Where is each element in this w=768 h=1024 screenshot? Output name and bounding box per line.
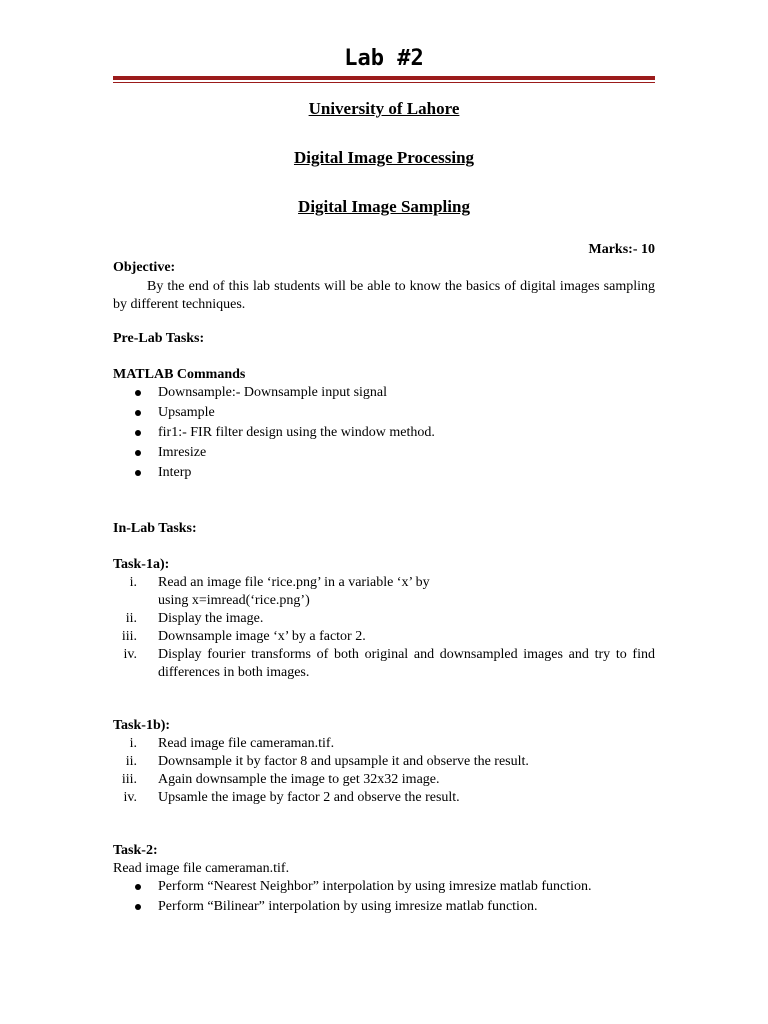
bullet-icon: [135, 410, 141, 416]
bullet-icon: [135, 450, 141, 456]
list-item: [113, 628, 655, 646]
list-item: [113, 771, 655, 789]
command-text: fir1:- FIR filter design using the window method.: [158, 425, 435, 440]
topic-heading: Digital Image Sampling: [298, 197, 470, 216]
title-rule-thin: [113, 82, 655, 83]
item-text: Again downsample the image to get 32x32 image.: [158, 772, 440, 787]
list-item: [113, 610, 655, 628]
item-text: Read an image file ‘rice.png’ in a variable ‘x’ by using x=imread(‘rice.png’): [158, 575, 430, 608]
bullet-icon: [135, 884, 141, 890]
item-number: ii.: [125, 754, 137, 769]
task-2-label: Task-2:: [113, 843, 158, 858]
list-item: [113, 646, 655, 682]
item-number: i.: [129, 736, 137, 751]
item-number: iii.: [121, 772, 137, 787]
task-1a-list: [113, 574, 655, 682]
task-1a-label: Task-1a):: [113, 557, 170, 572]
list-item: [113, 463, 655, 483]
list-item: [113, 403, 655, 423]
item-text: Read image file cameraman.tif.: [158, 736, 335, 751]
item-number: iii.: [121, 629, 137, 644]
list-item: [113, 789, 655, 807]
bullet-icon: [135, 430, 141, 436]
matlab-commands-label: MATLAB Commands: [113, 367, 246, 382]
list-item: [113, 383, 655, 403]
item-number: iv.: [123, 647, 137, 662]
command-text: Downsample:- Downsample input signal: [158, 385, 388, 400]
title-rule-thick: [113, 76, 655, 80]
prelab-label: Pre-Lab Tasks:: [113, 331, 205, 346]
command-text: Interp: [158, 465, 192, 480]
item-text: Display fourier transforms of both original and downsampled images and try to find differences in both images.: [158, 647, 655, 680]
inlab-label: In-Lab Tasks:: [113, 521, 197, 536]
bullet-icon: [135, 904, 141, 910]
item-text: Downsample image ‘x’ by a factor 2.: [158, 629, 366, 644]
command-text: Upsample: [158, 405, 215, 420]
task-2-intro: Read image file cameraman.tif.: [113, 861, 290, 876]
item-number: iv.: [123, 790, 137, 805]
list-item: [113, 574, 655, 610]
list-item: [113, 443, 655, 463]
item-text: Downsample it by factor 8 and upsample it and observe the result.: [158, 754, 529, 769]
bullet-icon: [135, 470, 141, 476]
list-item: [113, 423, 655, 443]
bullet-icon: [135, 390, 141, 396]
item-text: Upsamle the image by factor 2 and observe the result.: [158, 790, 460, 805]
list-item: [113, 877, 655, 897]
task-1b-list: [113, 735, 655, 807]
task-2-list: [113, 877, 655, 917]
list-item: [113, 753, 655, 771]
matlab-commands-list: [113, 383, 655, 483]
objective-label: Objective:: [113, 260, 176, 275]
task-1b-label: Task-1b):: [113, 718, 171, 733]
item-number: i.: [129, 575, 137, 590]
lab-title: Lab #2: [344, 46, 424, 71]
item-number: ii.: [125, 611, 137, 626]
marks-label: Marks:- 10: [588, 242, 655, 257]
list-item: [113, 735, 655, 753]
objective-text: By the end of this lab students will be able to know the basics of digital images sampling by different techniques.: [113, 279, 655, 312]
university-heading: University of Lahore: [308, 99, 460, 118]
command-text: Imresize: [158, 445, 207, 460]
task-2-item-text: Perform “Bilinear” interpolation by using imresize matlab function.: [158, 899, 538, 914]
course-heading: Digital Image Processing: [293, 148, 475, 167]
item-text: Display the image.: [158, 611, 264, 626]
task-2-item-text: Perform “Nearest Neighbor” interpolation by using imresize matlab function.: [158, 879, 592, 894]
list-item: [113, 897, 655, 917]
